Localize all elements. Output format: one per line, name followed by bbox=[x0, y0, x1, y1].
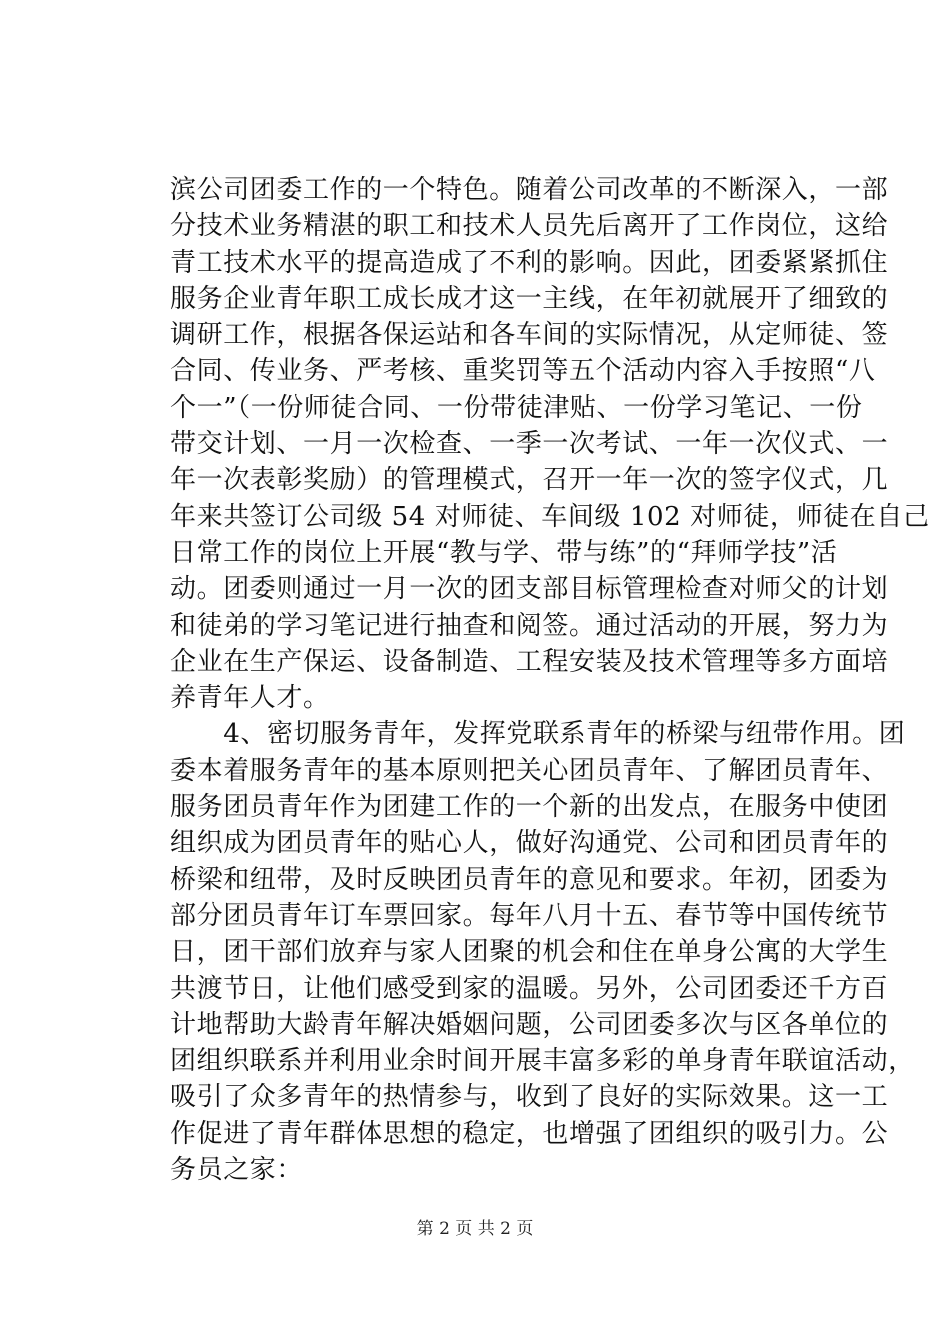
text-line: 委本着服务青年的基本原则把关心团员青年、了解团员青年、 bbox=[170, 755, 889, 786]
page-footer bbox=[0, 1217, 950, 1241]
text-line: 4、密切服务青年，发挥党联系青年的桥梁与纽带作用。团 bbox=[170, 719, 906, 750]
text-line: 务员之家： bbox=[170, 1155, 304, 1186]
text-line: 个一”（一份师徒合同、一份带徒津贴、一份学习笔记、一份 bbox=[170, 392, 863, 423]
text-line: 组织成为团员青年的贴心人，做好沟通党、公司和团员青年的 bbox=[170, 828, 889, 859]
text-line: 带交计划、一月一次检查、一季一次考试、一年一次仪式、一 bbox=[170, 429, 889, 460]
text-line: 滨公司团委工作的一个特色。随着公司改革的不断深入，一部 bbox=[170, 175, 889, 205]
text-line: 桥梁和纽带，及时反映团员青年的意见和要求。年初，团委为 bbox=[170, 864, 889, 895]
text-line: 调研工作，根据各保运站和各车间的实际情况，从定师徒、签 bbox=[170, 320, 889, 351]
text-line: 计地帮助大龄青年解决婚姻问题，公司团委多次与区各单位的 bbox=[170, 1009, 889, 1040]
text-line: 日，团干部们放弃与家人团聚的机会和住在单身公寓的大学生 bbox=[170, 937, 889, 968]
text-line: 企业在生产保运、设备制造、工程安装及技术管理等多方面培 bbox=[170, 646, 889, 677]
text-line: 服务企业青年职工成长成才这一主线，在年初就展开了细致的 bbox=[170, 283, 889, 314]
text-line: 吸引了众多青年的热情参与，收到了良好的实际效果。这一工 bbox=[170, 1082, 889, 1113]
text-line: 分技术业务精湛的职工和技术人员先后离开了工作岗位，这给 bbox=[170, 211, 889, 242]
text-line: 青工技术水平的提高造成了不利的影响。因此，团委紧紧抓住 bbox=[170, 247, 889, 278]
text-line: 部分团员青年订车票回家。每年八月十五、春节等中国传统节 bbox=[170, 900, 889, 931]
text-line: 作促进了青年群体思想的稳定，也增强了团组织的吸引力。公 bbox=[170, 1118, 889, 1149]
text-line: 动。团委则通过一月一次的团支部目标管理检查对师父的计划 bbox=[170, 574, 889, 605]
text-line: 养青年人才。 bbox=[170, 683, 330, 714]
text-line: 合同、传业务、严考核、重奖罚等五个活动内容入手按照“八 bbox=[170, 356, 876, 387]
text-line: 年来共签订公司级 54 对师徒、车间级 102 对师徒，师徒在自己 bbox=[170, 501, 930, 532]
text-line: 日常工作的岗位上开展“教与学、带与练”的“拜师学技”活 bbox=[170, 537, 838, 568]
page-number: 第 2 页 共 2 页 bbox=[416, 1219, 534, 1239]
text-line: 和徒弟的学习笔记进行抽查和阅签。通过活动的开展，努力为 bbox=[170, 610, 889, 641]
text-line: 团组织联系并利用业余时间开展丰富多彩的单身青年联谊活动， bbox=[170, 1046, 915, 1077]
text-line: 服务团员青年作为团建工作的一个新的出发点，在服务中使团 bbox=[170, 792, 889, 823]
body-text bbox=[170, 172, 930, 1188]
text-line: 年一次表彰奖励）的管理模式，召开一年一次的签字仪式，几 bbox=[170, 465, 889, 496]
text-line: 共渡节日，让他们感受到家的温暖。另外，公司团委还千方百 bbox=[170, 973, 889, 1004]
